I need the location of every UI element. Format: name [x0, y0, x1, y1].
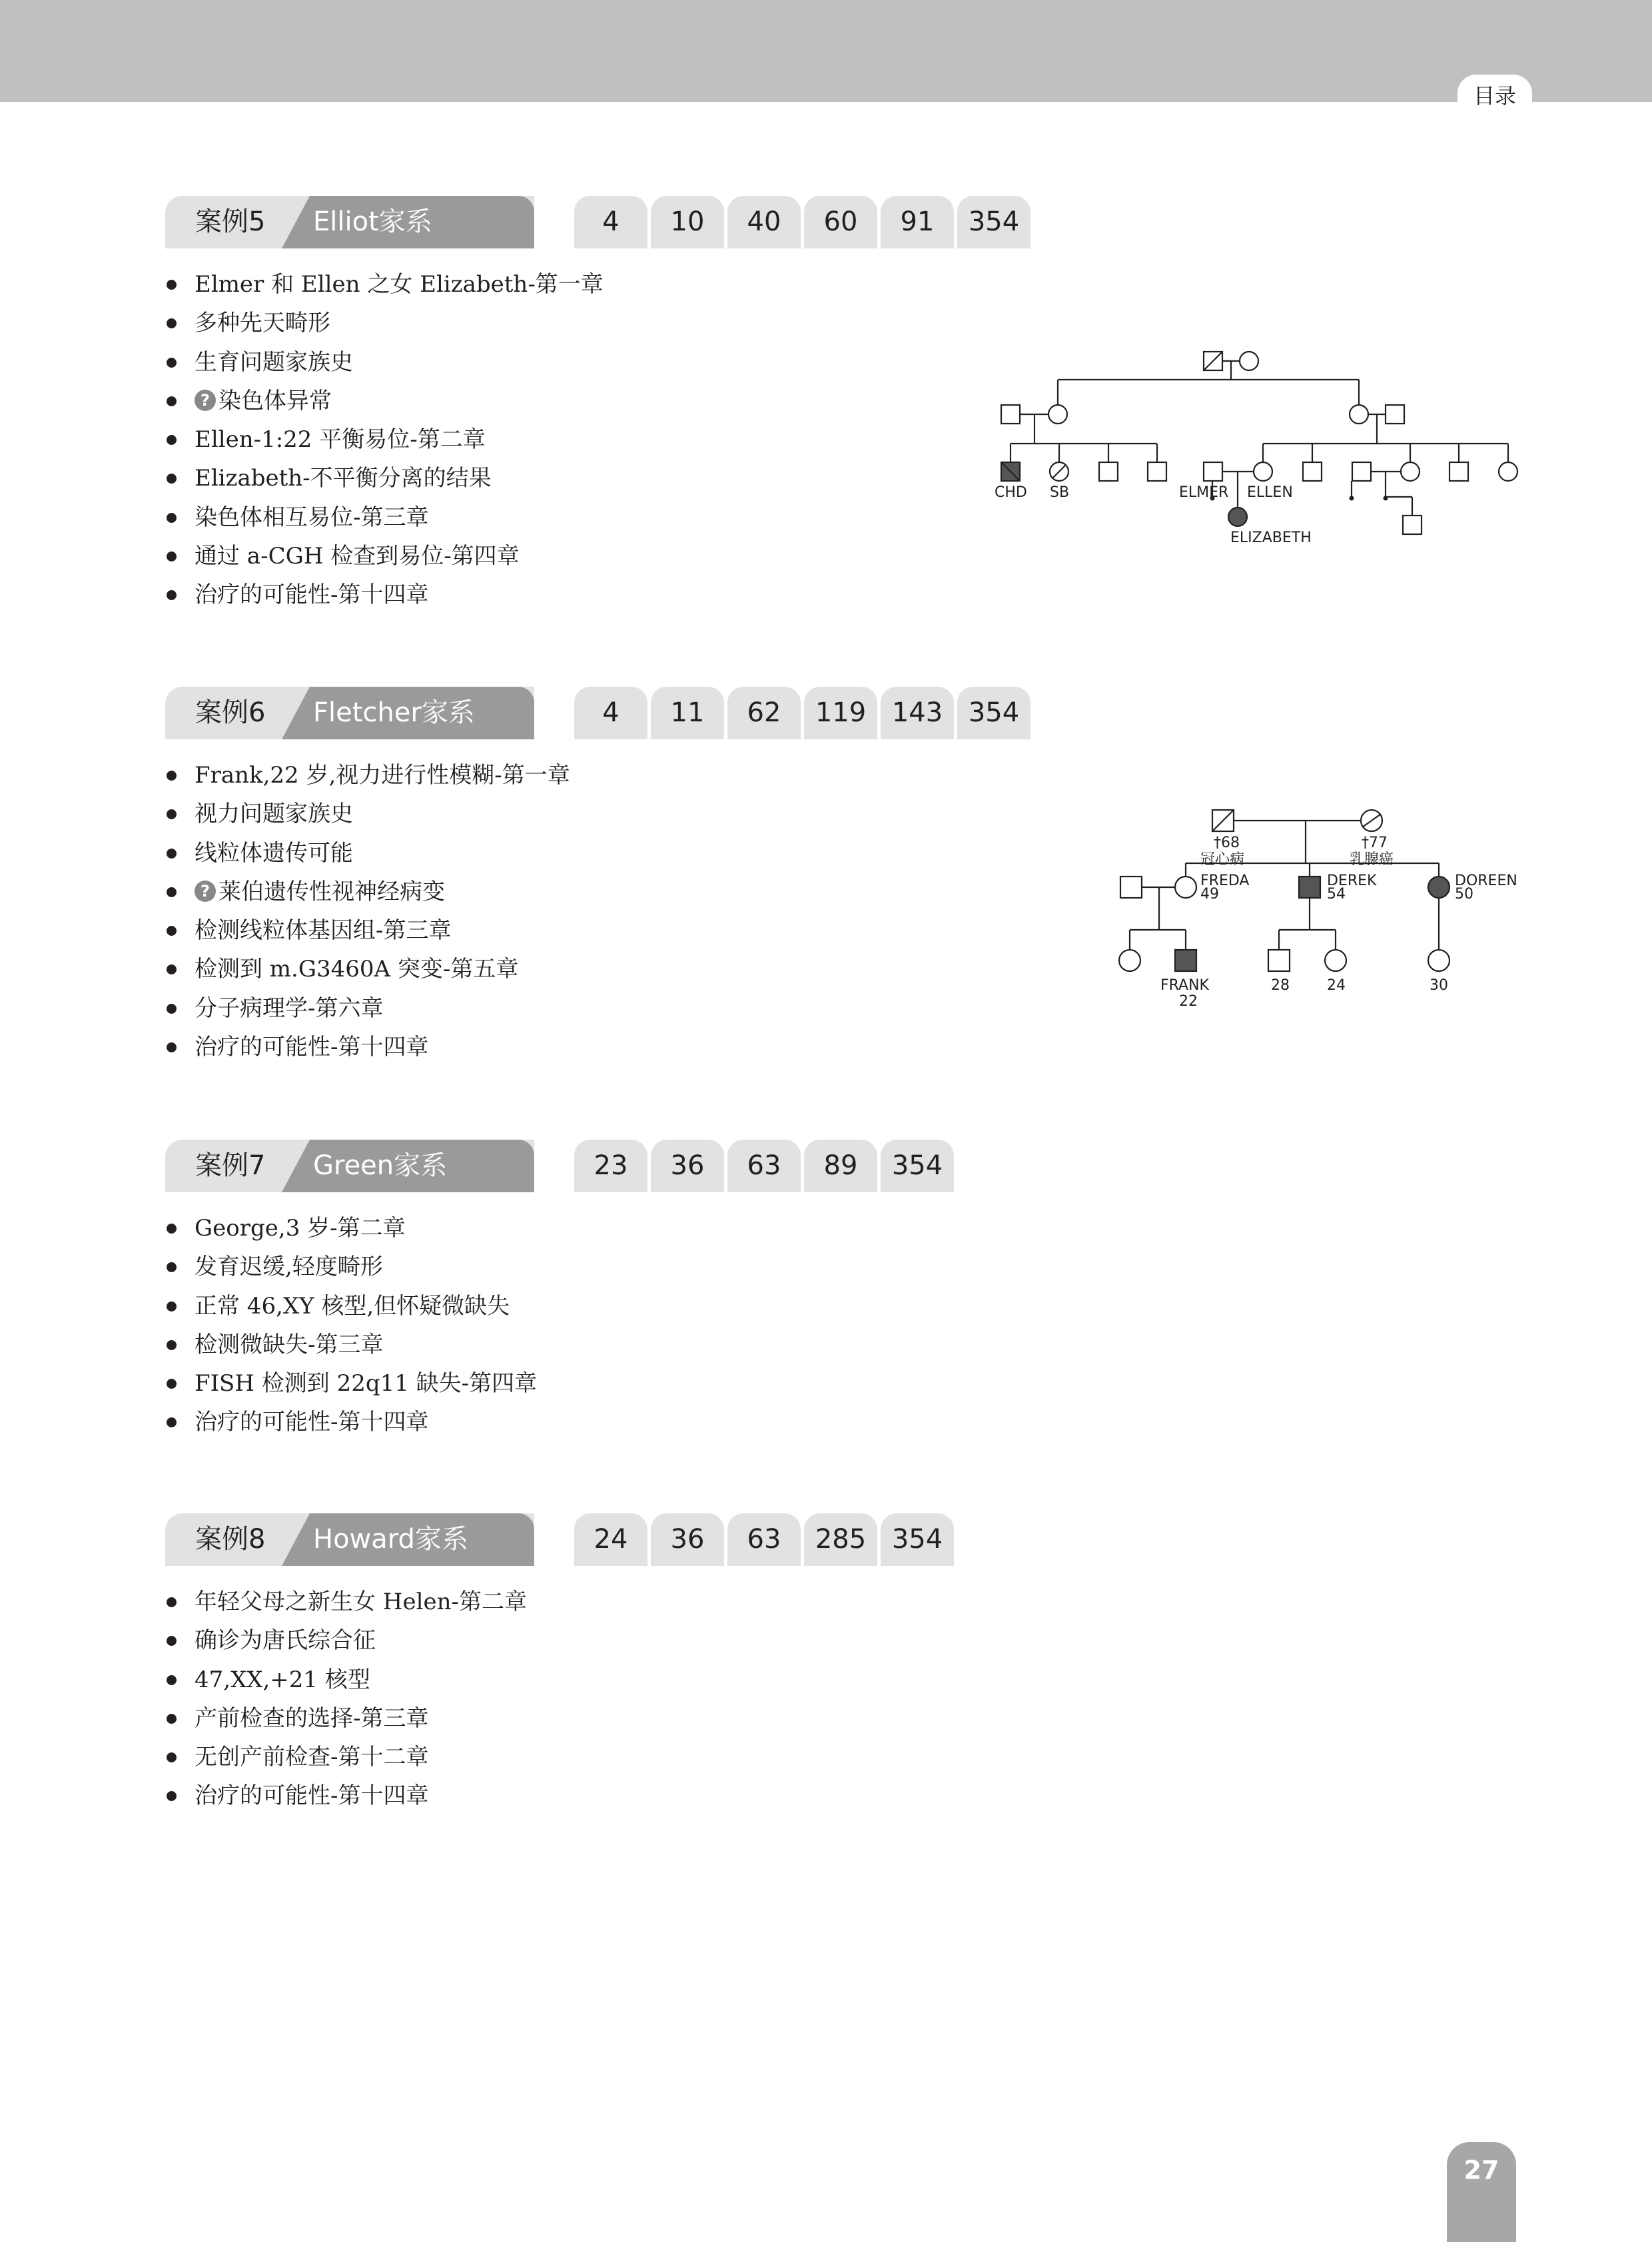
- list-item: 生育问题家族史: [165, 343, 604, 382]
- list-item: 检测线粒体基因组-第三章: [165, 911, 570, 950]
- page-ref-link[interactable]: 11: [651, 687, 724, 739]
- page-ref-link[interactable]: 4: [574, 196, 647, 248]
- case-header: [165, 1140, 534, 1192]
- page-ref-link[interactable]: 354: [881, 1513, 954, 1566]
- freda-age: 49: [1200, 886, 1219, 903]
- case-label: 案例7: [195, 1150, 266, 1181]
- page-ref-link[interactable]: 36: [651, 1513, 724, 1566]
- case-7: [0, 1140, 1652, 1459]
- page-number: 27: [1447, 2142, 1516, 2242]
- grandmother-age: †77: [1362, 835, 1388, 851]
- case-6: [0, 687, 1652, 1086]
- case-label: 案例6: [195, 697, 266, 728]
- top-banner: [0, 0, 1652, 102]
- label-chd: CHD: [995, 484, 1027, 501]
- case-5: [0, 196, 1652, 622]
- grandfather-age: †68: [1214, 835, 1240, 851]
- page-ref-link[interactable]: 40: [727, 196, 801, 248]
- label-elizabeth: ELIZABETH: [1230, 530, 1312, 546]
- case-header: [165, 196, 534, 248]
- page-ref-link[interactable]: 89: [804, 1140, 877, 1192]
- page-ref-link[interactable]: 91: [881, 196, 954, 248]
- list-item: 染色体相互易位-第三章: [165, 498, 604, 537]
- label-frank: FRANK: [1160, 977, 1209, 994]
- family-label: Green家系: [313, 1150, 448, 1181]
- toc-tab[interactable]: 目录: [1457, 75, 1532, 115]
- list-item: 检测微缺失-第三章: [165, 1325, 537, 1364]
- page-ref-link[interactable]: 4: [574, 687, 647, 739]
- case-header: [165, 1513, 534, 1566]
- list-item: 无创产前检查-第十二章: [165, 1738, 527, 1776]
- list-item: 治疗的可能性-第十四章: [165, 575, 604, 614]
- family-label: Fletcher家系: [313, 697, 475, 728]
- list-item: 发育迟缓,轻度畸形: [165, 1248, 537, 1286]
- list-item: 确诊为唐氏综合征: [165, 1621, 527, 1660]
- label-derek: DEREK: [1327, 873, 1377, 889]
- list-item: FISH 检测到 22q11 缺失-第四章: [165, 1364, 537, 1403]
- pedigree-elliot: [986, 342, 1532, 556]
- list-item: 治疗的可能性-第十四章: [165, 1028, 570, 1066]
- pedigree-fletcher: [1112, 797, 1539, 1050]
- page-references: [574, 1140, 954, 1192]
- label-elmer: ELMER: [1179, 484, 1229, 501]
- family-label: Howard家系: [313, 1524, 468, 1555]
- label-freda: FREDA: [1200, 873, 1250, 889]
- page-ref-link[interactable]: 62: [727, 687, 801, 739]
- case-points: [165, 1209, 537, 1442]
- page-ref-link[interactable]: 354: [881, 1140, 954, 1192]
- page-ref-link[interactable]: 143: [881, 687, 954, 739]
- list-item: 多种先天畸形: [165, 304, 604, 342]
- label-ellen: ELLEN: [1247, 484, 1293, 501]
- case-points: [165, 265, 604, 615]
- doreen-age: 50: [1455, 886, 1473, 903]
- question-icon: ?: [195, 390, 216, 411]
- list-item: 视力问题家族史: [165, 795, 570, 833]
- list-item: Frank,22 岁,视力进行性模糊-第一章: [165, 756, 570, 795]
- case-points: [165, 756, 570, 1066]
- list-item: George,3 岁-第二章: [165, 1209, 537, 1248]
- list-item: Elmer 和 Ellen 之女 Elizabeth-第一章: [165, 265, 604, 304]
- son-age: 28: [1271, 977, 1290, 994]
- page-ref-link[interactable]: 10: [651, 196, 724, 248]
- list-item: 检测到 m.G3460A 突变-第五章: [165, 950, 570, 988]
- grandmother-cause: 乳腺癌: [1350, 851, 1394, 868]
- page-references: [574, 196, 1031, 248]
- grandfather-cause: 冠心病: [1200, 851, 1245, 868]
- page-references: [574, 687, 1031, 739]
- list-item: 年轻父母之新生女 Helen-第二章: [165, 1583, 527, 1621]
- list-item: 正常 46,XY 核型,但怀疑微缺失: [165, 1287, 537, 1325]
- list-item: Elizabeth-不平衡分离的结果: [165, 459, 604, 498]
- list-item: 47,XX,+21 核型: [165, 1661, 527, 1699]
- page-ref-link[interactable]: 119: [804, 687, 877, 739]
- page-ref-link[interactable]: 285: [804, 1513, 877, 1566]
- doreen-child-age: 30: [1430, 977, 1448, 994]
- label-sb: SB: [1050, 484, 1070, 501]
- page-ref-link[interactable]: 24: [574, 1513, 647, 1566]
- list-item: ? 莱伯遗传性视神经病变: [165, 873, 570, 911]
- list-item: 线粒体遗传可能: [165, 834, 570, 873]
- page-ref-link[interactable]: 354: [957, 196, 1031, 248]
- list-item: 治疗的可能性-第十四章: [165, 1776, 527, 1815]
- page-ref-link[interactable]: 63: [727, 1513, 801, 1566]
- derek-age: 54: [1327, 886, 1346, 903]
- label-doreen: DOREEN: [1455, 873, 1517, 889]
- question-icon: ?: [195, 881, 216, 902]
- frank-age: 22: [1179, 993, 1198, 1010]
- list-item: 治疗的可能性-第十四章: [165, 1403, 537, 1441]
- case-header: [165, 687, 534, 739]
- list-item: 分子病理学-第六章: [165, 989, 570, 1028]
- daughter-age: 24: [1327, 977, 1346, 994]
- case-8: [0, 1513, 1652, 1833]
- case-label: 案例8: [195, 1524, 266, 1555]
- list-item: ? 染色体异常: [165, 382, 604, 420]
- case-label: 案例5: [195, 206, 266, 237]
- list-item: Ellen-1:22 平衡易位-第二章: [165, 420, 604, 459]
- page-references: [574, 1513, 954, 1566]
- page-ref-link[interactable]: 354: [957, 687, 1031, 739]
- list-item: 通过 a-CGH 检查到易位-第四章: [165, 537, 604, 575]
- case-points: [165, 1583, 527, 1816]
- list-item: 产前检查的选择-第三章: [165, 1699, 527, 1738]
- page-ref-link[interactable]: 60: [804, 196, 877, 248]
- page-ref-link[interactable]: 23: [574, 1140, 647, 1192]
- family-label: Elliot家系: [313, 206, 432, 237]
- page-ref-link[interactable]: 36: [651, 1140, 724, 1192]
- page-ref-link[interactable]: 63: [727, 1140, 801, 1192]
